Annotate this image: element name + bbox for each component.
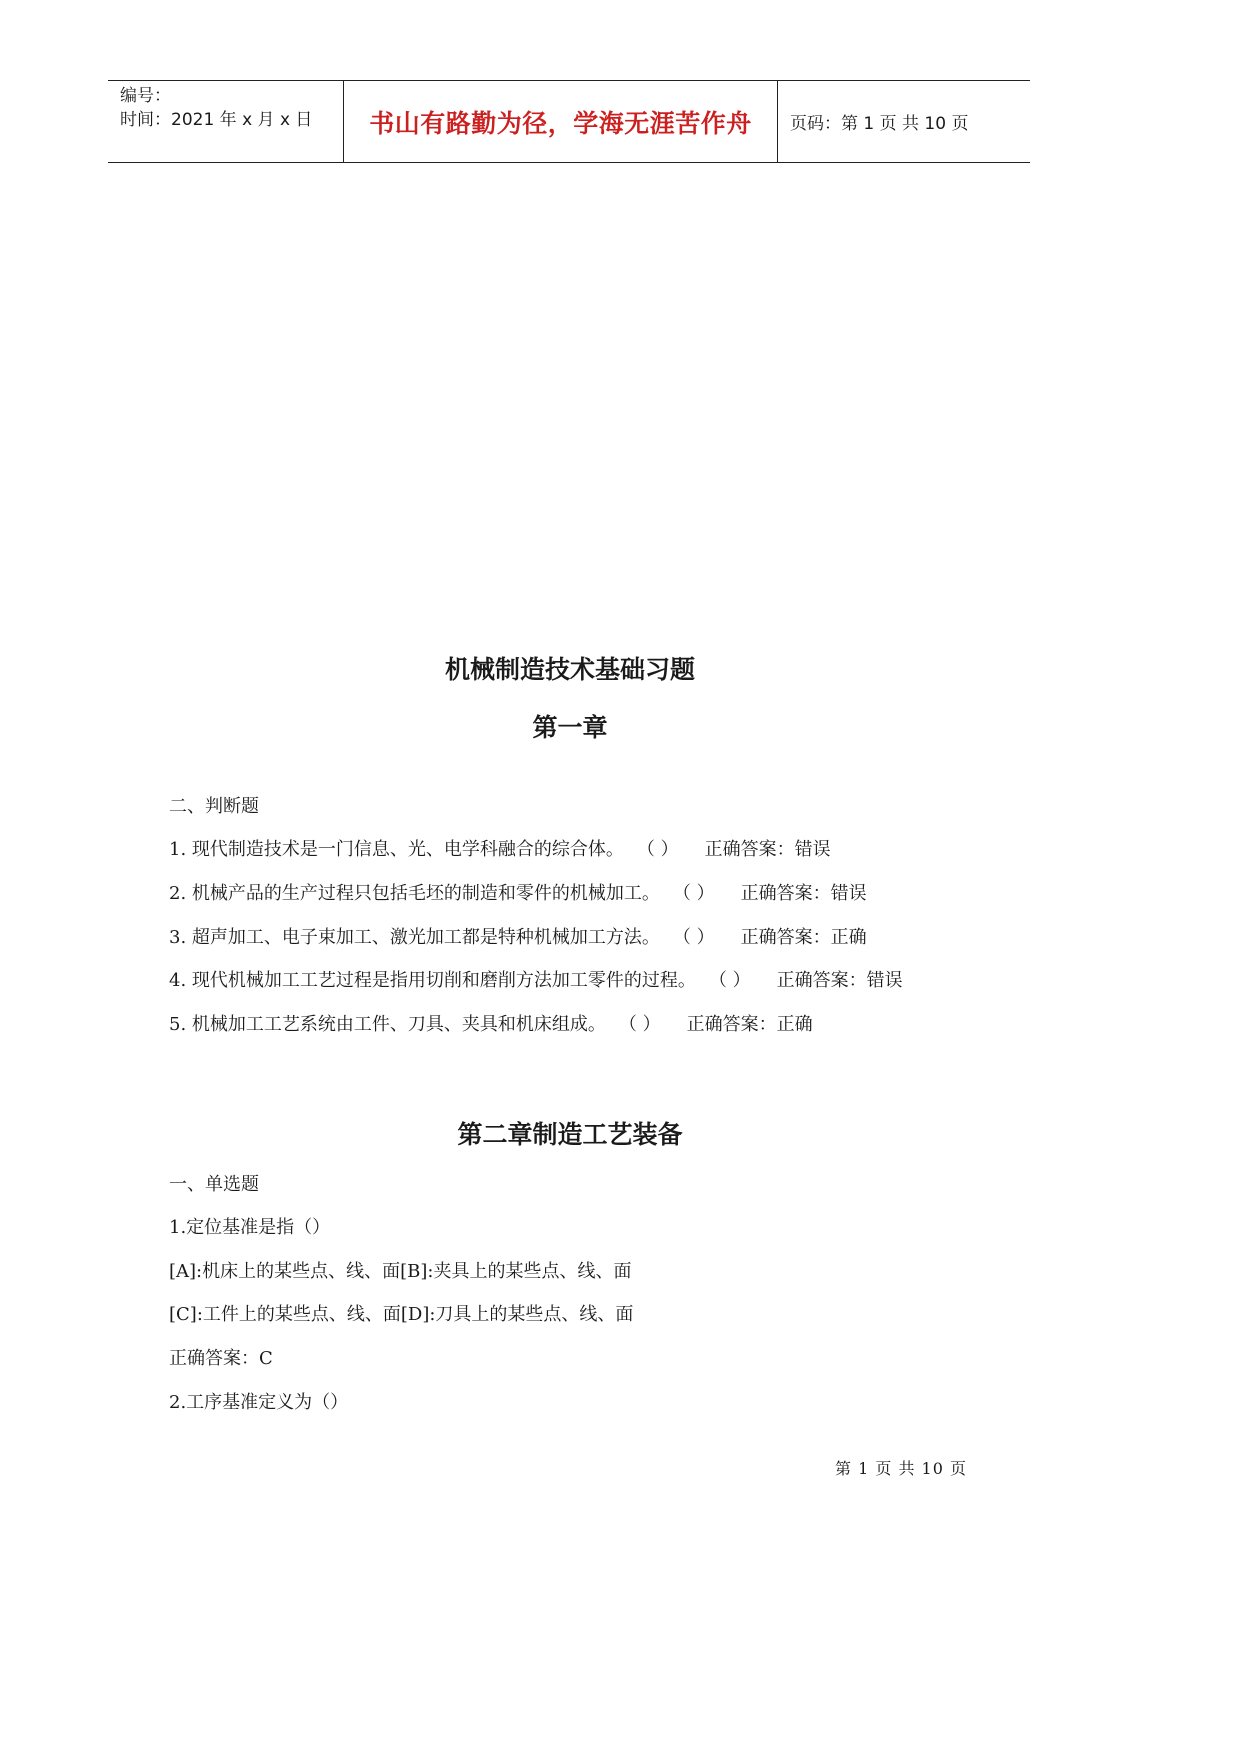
section-heading-single-choice: 一、单选题 xyxy=(169,1174,259,1195)
chapter-2-title: 第二章制造工艺装备 xyxy=(457,1120,683,1149)
answer-blank: （ ） xyxy=(681,883,715,904)
answer-blank: （ ） xyxy=(645,839,679,860)
judge-item-text: 1. 现代制造技术是一门信息、光、电学科融合的综合体。 xyxy=(169,839,624,860)
answer-blank: （ ） xyxy=(627,1014,661,1035)
judge-item xyxy=(169,879,867,905)
document-header xyxy=(108,80,1030,163)
header-motto-cell xyxy=(343,81,778,162)
judge-item xyxy=(169,923,867,949)
page-code: 页码：第 1 页 共 10 页 xyxy=(790,114,969,134)
page-footer: 第 1 页 共 10 页 xyxy=(835,1459,967,1478)
number-label: 编号： xyxy=(120,86,171,106)
chapter-1-title: 第一章 xyxy=(532,713,608,742)
correct-answer: 正确答案：错误 xyxy=(704,839,831,860)
motto-text: 书山有路勤为径，学海无涯苦作舟 xyxy=(369,108,752,138)
correct-answer: 正确答案：错误 xyxy=(740,883,867,904)
judge-item-text: 3. 超声加工、电子束加工、激光加工都是特种机械加工方法。 xyxy=(169,927,660,948)
section-heading-judge: 二、判断题 xyxy=(169,796,259,817)
judge-item-text: 4. 现代机械加工工艺过程是指用切削和磨削方法加工零件的过程。 xyxy=(169,970,696,991)
question-1-answer: 正确答案：C xyxy=(169,1348,273,1369)
question-1-options-ab: [A]:机床上的某些点、线、面[B]:夹具上的某些点、线、面 xyxy=(169,1261,632,1282)
judge-item xyxy=(169,1010,813,1036)
question-1-options-cd: [C]:工件上的某些点、线、面[D]:刀具上的某些点、线、面 xyxy=(169,1304,634,1325)
correct-answer: 正确答案：错误 xyxy=(776,970,903,991)
header-left-cell xyxy=(108,81,343,162)
judge-item-text: 5. 机械加工工艺系统由工件、刀具、夹具和机床组成。 xyxy=(169,1014,606,1035)
judge-item xyxy=(169,835,831,861)
time-label: 时间：2021 年 x 月 x 日 xyxy=(120,110,313,130)
correct-answer: 正确答案：正确 xyxy=(740,927,867,948)
header-right-cell xyxy=(778,81,1030,162)
answer-blank: （ ） xyxy=(681,927,715,948)
document-title: 机械制造技术基础习题 xyxy=(444,655,695,684)
judge-item xyxy=(169,966,903,992)
answer-blank: （ ） xyxy=(717,970,751,991)
judge-item-text: 2. 机械产品的生产过程只包括毛坯的制造和零件的机械加工。 xyxy=(169,883,660,904)
question-2: 2.工序基准定义为（） xyxy=(169,1392,349,1413)
question-1: 1.定位基准是指（） xyxy=(169,1217,331,1238)
correct-answer: 正确答案：正确 xyxy=(686,1014,813,1035)
